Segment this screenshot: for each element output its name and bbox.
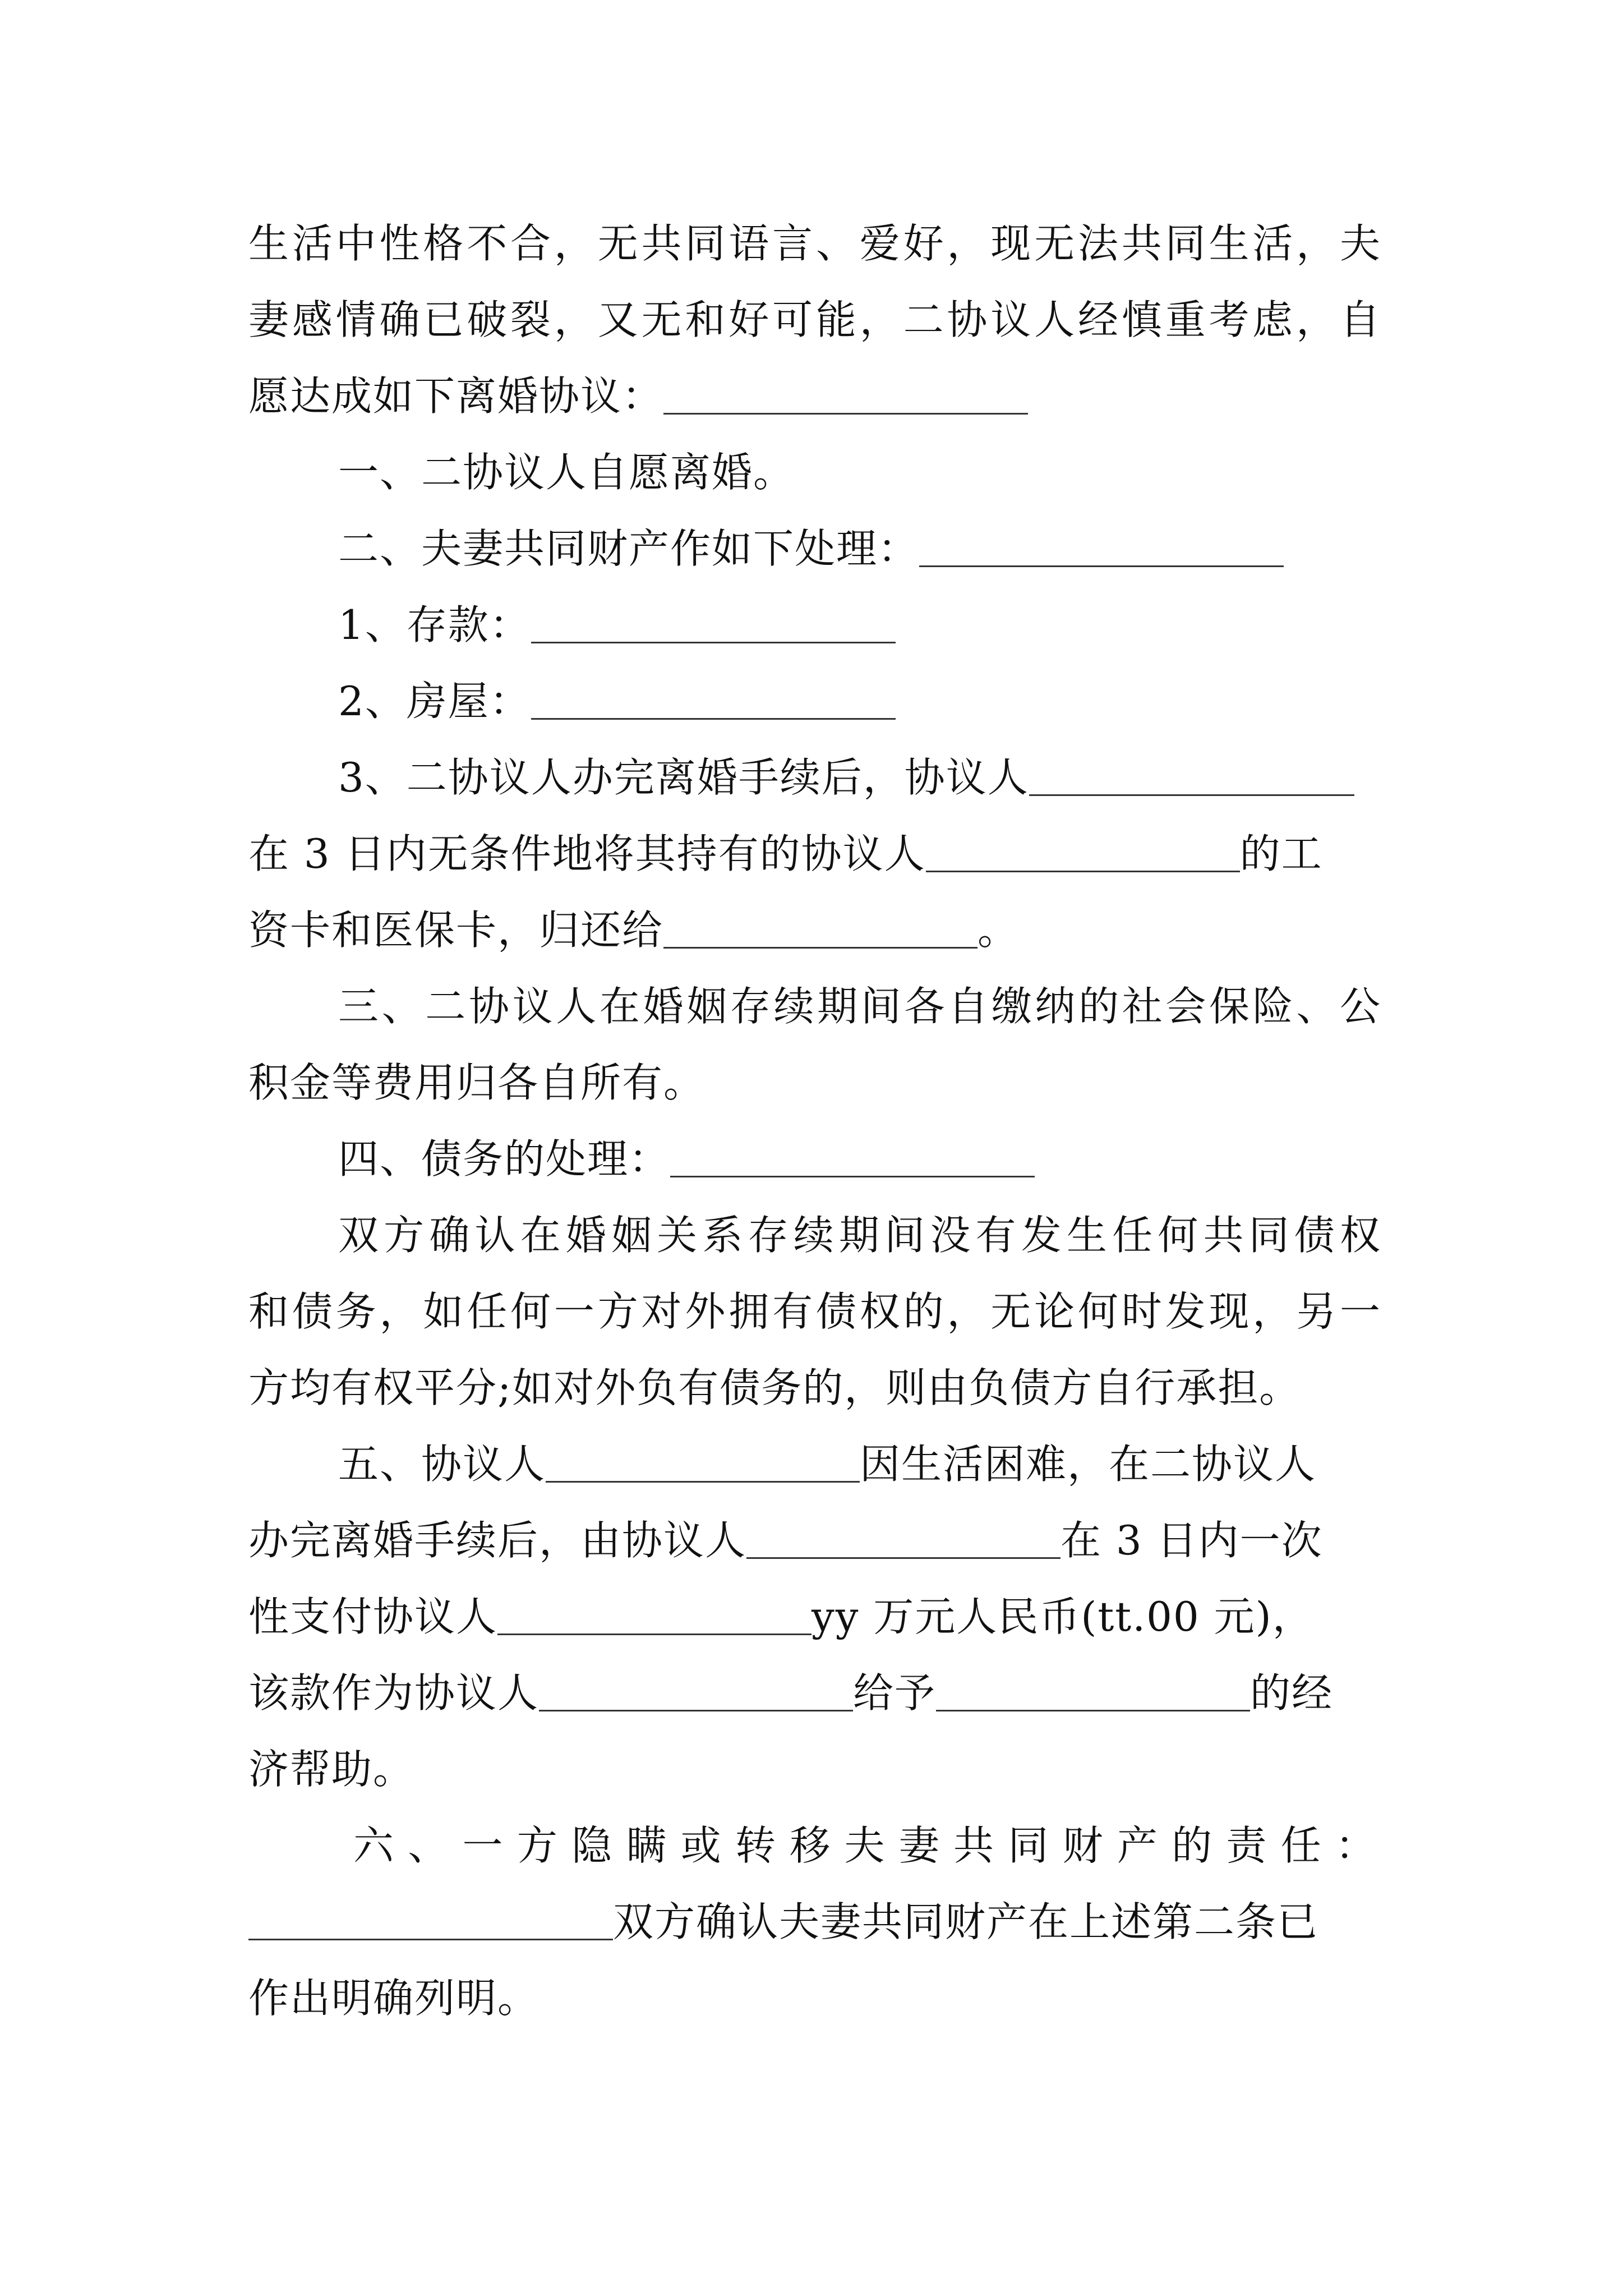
paragraph-line <box>338 1426 1381 1502</box>
paragraph-line <box>338 587 1381 663</box>
fill-in-blank[interactable] <box>497 1599 811 1635</box>
line-text: 该款作为协议人 <box>248 1669 540 1717</box>
paragraph-line <box>248 892 1381 968</box>
paragraph-line <box>338 968 1381 1045</box>
line-text: 1、存款： <box>338 601 531 648</box>
line-text: 。 <box>978 907 1020 954</box>
fill-in-blank[interactable] <box>1029 760 1354 796</box>
line-text: yy 万元人民币(tt.00 元)， <box>811 1593 1314 1640</box>
line-text: 生活中性格不合，无共同语言、爱好，现无法共同生活，夫 <box>248 220 1381 267</box>
fill-in-blank[interactable] <box>936 1675 1250 1711</box>
line-text: 二、夫妻共同财产作如下处理： <box>338 525 920 572</box>
fill-in-blank[interactable] <box>663 912 978 949</box>
fill-in-blank[interactable] <box>539 1675 853 1711</box>
paragraph-line <box>248 1502 1381 1579</box>
paragraph-line <box>248 1579 1381 1655</box>
fill-in-blank[interactable] <box>248 1904 613 1940</box>
line-text: 六、一方隐瞒或转移夫妻共同财产的责任： <box>353 1822 1381 1869</box>
line-text: 三、二协议人在婚姻存续期间各自缴纳的社会保险、公 <box>338 983 1381 1030</box>
line-text: 双方确认在婚姻关系存续期间没有发生任何共同债权 <box>338 1212 1381 1259</box>
fill-in-blank[interactable] <box>663 378 1028 415</box>
paragraph-line <box>338 1121 1381 1197</box>
line-text: 因生活困难，在二协议人 <box>860 1441 1317 1488</box>
paragraph-line <box>248 1731 1381 1807</box>
line-text: 积金等费用归各自所有。 <box>248 1059 706 1106</box>
line-text: 五、协议人 <box>338 1441 546 1488</box>
fill-in-blank[interactable] <box>670 1141 1035 1177</box>
paragraph-line <box>248 816 1381 892</box>
paragraph-line <box>353 1807 1381 1884</box>
fill-in-blank[interactable] <box>926 836 1240 872</box>
paragraph-line <box>248 1884 1381 1960</box>
paragraph-line <box>338 434 1381 510</box>
line-text: 妻感情确已破裂，又无和好可能，二协议人经慎重考虑，自 <box>248 296 1381 343</box>
line-text: 双方确认夫妻共同财产在上述第二条已 <box>613 1898 1319 1945</box>
line-text: 在 3 日内一次 <box>1061 1517 1323 1564</box>
line-text: 2、房屋： <box>338 678 531 725</box>
paragraph-line <box>248 1273 1381 1350</box>
line-text: 性支付协议人 <box>248 1593 498 1640</box>
line-text: 济帮助。 <box>248 1746 415 1793</box>
line-text: 方均有权平分;如对外负有债务的，则由负债方自行承担。 <box>248 1364 1301 1411</box>
paragraph-line <box>248 1960 1381 2036</box>
line-text: 资卡和医保卡，归还给 <box>248 907 664 954</box>
line-text: 和债务，如任何一方对外拥有债权的，无论何时发现，另一 <box>248 1288 1381 1335</box>
line-text: 给予 <box>853 1669 937 1717</box>
paragraph-line <box>248 1045 1381 1121</box>
paragraph-line <box>248 205 1381 282</box>
paragraph-line <box>338 663 1381 739</box>
line-text: 在 3 日内无条件地将其持有的协议人 <box>248 830 926 877</box>
fill-in-blank[interactable] <box>746 1522 1061 1559</box>
line-text: 办完离婚手续后，由协议人 <box>248 1517 747 1564</box>
paragraph-line <box>248 282 1381 358</box>
paragraph-line <box>338 739 1381 816</box>
fill-in-blank[interactable] <box>546 1446 860 1483</box>
fill-in-blank[interactable] <box>531 607 896 643</box>
paragraph-line <box>248 1350 1381 1426</box>
paragraph-line <box>338 510 1381 587</box>
line-text: 愿达成如下离婚协议： <box>248 372 664 420</box>
line-text: 的经 <box>1250 1669 1334 1717</box>
paragraph-line <box>248 358 1381 434</box>
line-text: 一、二协议人自愿离婚。 <box>338 449 795 496</box>
line-text: 四、债务的处理： <box>338 1135 671 1182</box>
fill-in-blank[interactable] <box>531 683 896 720</box>
fill-in-blank[interactable] <box>919 531 1284 567</box>
paragraph-line <box>338 1197 1381 1273</box>
line-text: 的工 <box>1239 830 1323 877</box>
line-text: 作出明确列明。 <box>248 1975 540 2022</box>
paragraph-line <box>248 1655 1381 1731</box>
line-text: 3、二协议人办完离婚手续后，协议人 <box>338 754 1029 801</box>
